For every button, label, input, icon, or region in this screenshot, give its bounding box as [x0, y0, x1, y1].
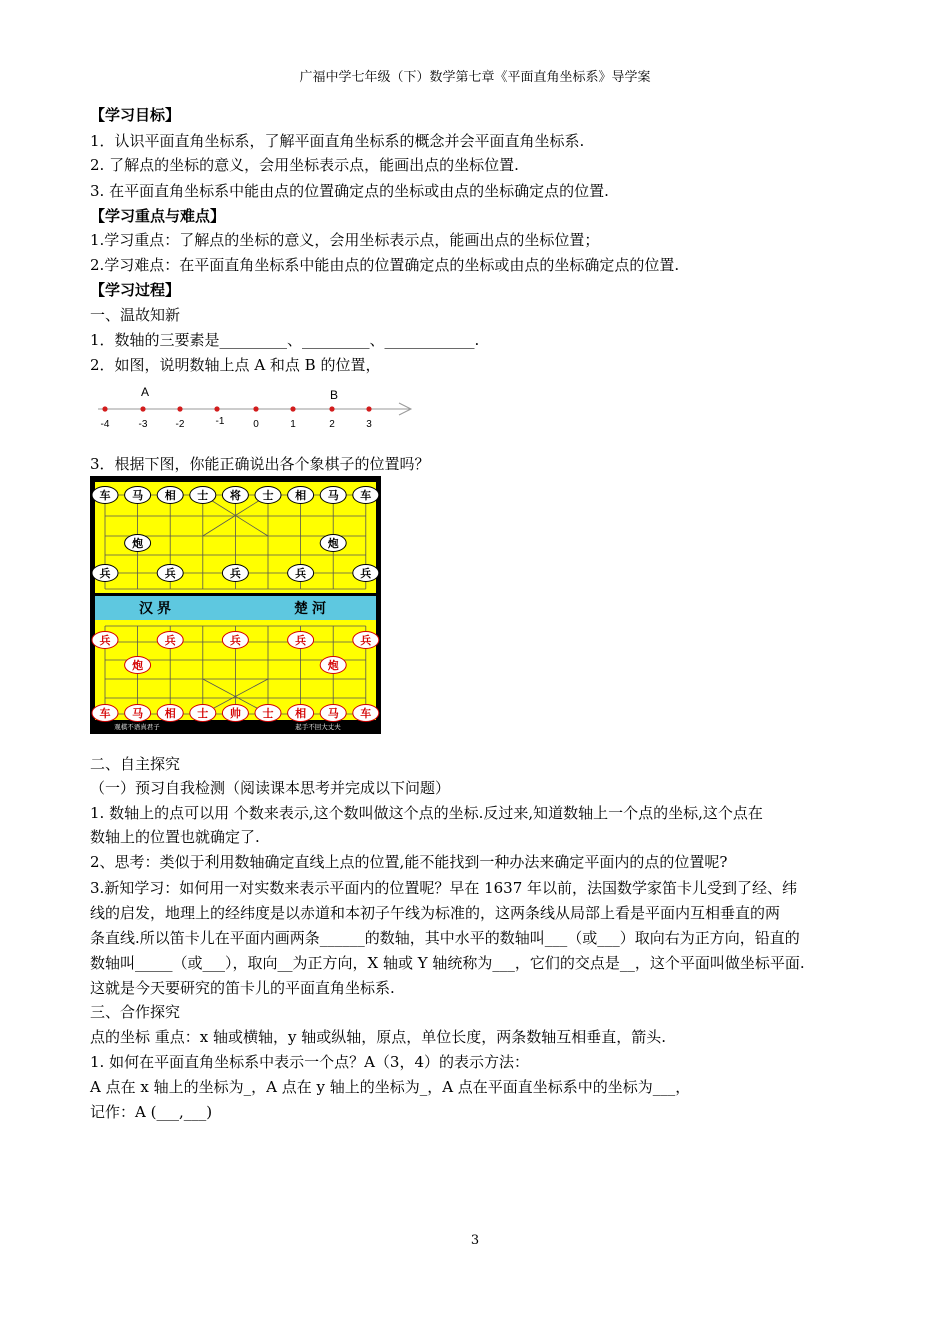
piece-char: 士 [197, 489, 209, 502]
black-piece [92, 487, 118, 504]
black-piece [222, 487, 248, 504]
text-line: 1．认识平面直角坐标系，了解平面直角坐标系的概念并会平面直角坐标系. [90, 132, 585, 150]
text-line: 条直线.所以笛卡儿在平面内画两条______的数轴，其中水平的数轴叫___（或___）取向右为正方向，铅直的 [90, 929, 800, 947]
red-piece [157, 705, 183, 722]
piece-char: 兵 [295, 567, 307, 580]
piece-char: 士 [262, 707, 274, 720]
tick-point [253, 406, 258, 411]
text-line: 2．如图，说明数轴上点 A 和点 B 的位置， [90, 356, 381, 374]
text-line: 1.学习重点：了解点的坐标的意义，会用坐标表示点，能画出点的坐标位置； [90, 231, 600, 249]
tick-point [177, 406, 182, 411]
piece-char: 车 [360, 489, 372, 502]
black-piece [157, 487, 183, 504]
black-piece [353, 487, 379, 504]
text-line: 线的启发，地理上的经纬度是以赤道和本初子午线为标准的，这两条线从局部上看是平面内互相垂直的两 [90, 904, 781, 922]
river-label-left: 汉界 [139, 601, 175, 617]
piece-char: 士 [197, 707, 209, 720]
piece-char: 相 [164, 707, 176, 720]
text-line: 1. 数轴上的点可以用 个数来表示,这个数叫做这个点的坐标.反过来,知道数轴上一个点的坐标,这个点在 [90, 804, 763, 822]
red-soldier [157, 632, 183, 649]
text-line: 3．根据下图，你能正确说出各个象棋子的位置吗？ [90, 455, 430, 473]
black-soldier [288, 565, 314, 582]
text-line: 二、自主探究 [90, 755, 181, 773]
text-line: 【学习目标】 [90, 106, 181, 124]
piece-char: 马 [327, 707, 339, 720]
piece-char: 兵 [295, 634, 307, 647]
red-soldier [92, 632, 118, 649]
piece-char: 相 [164, 489, 176, 502]
text-line: 3.新知学习：如何用一对实数来表示平面内的位置呢？早在 1637 年以前，法国数学家笛卡儿受到了经、纬 [90, 879, 798, 897]
piece-char: 炮 [327, 537, 339, 550]
text-line: 2. 了解点的坐标的意义，会用坐标表示点，能画出点的坐标位置. [90, 156, 519, 174]
piece-char: 兵 [164, 567, 176, 580]
piece-char: 马 [132, 707, 144, 720]
piece-char: 兵 [164, 634, 176, 647]
red-cannon [125, 657, 151, 674]
red-piece [255, 705, 281, 722]
red-piece [222, 705, 248, 722]
piece-char: 士 [262, 489, 274, 502]
text-line: 2、思考：类似于利用数轴确定直线上点的位置,能不能找到一种办法来确定平面内的点的位置呢? [90, 853, 728, 871]
text-line: 这就是今天要研究的笛卡儿的平面直角坐标系. [90, 979, 395, 997]
red-piece [353, 705, 379, 722]
red-piece [92, 705, 118, 722]
text-line: 三、合作探究 [90, 1003, 181, 1021]
text-line: 数轴叫_____（或___），取向__为正方向，X 轴或 Y 轴统称为___，它们的交点是__，这个平面叫做坐标平面. [90, 954, 805, 972]
piece-char: 车 [99, 489, 111, 502]
black-piece [320, 487, 346, 504]
page-header: 广福中学七年级（下）数学第七章《平面直角坐标系》导学案 [299, 70, 651, 85]
black-piece [190, 487, 216, 504]
black-soldier [157, 565, 183, 582]
piece-char: 兵 [360, 634, 372, 647]
black-cannon [320, 535, 346, 552]
piece-char: 将 [229, 489, 241, 502]
black-piece [288, 487, 314, 504]
red-piece [320, 705, 346, 722]
tick-point [140, 406, 145, 411]
tick-label: 0 [253, 419, 259, 430]
tick-point [290, 406, 295, 411]
tick-label: -1 [215, 416, 225, 427]
red-cannon [320, 657, 346, 674]
red-piece [190, 705, 216, 722]
piece-char: 炮 [132, 659, 144, 672]
red-soldier [288, 632, 314, 649]
text-line: 【学习重点与难点】 [90, 207, 226, 225]
tick-label: -4 [100, 419, 110, 430]
piece-char: 兵 [99, 567, 111, 580]
tick-point [366, 406, 371, 411]
tick-point [214, 406, 219, 411]
text-line: （一）预习自我检测（阅读课本思考并完成以下问题） [90, 779, 451, 797]
tick-label: 1 [290, 419, 296, 430]
text-line: 3. 在平面直角坐标系中能由点的位置确定点的坐标或由点的坐标确定点的位置. [90, 182, 609, 200]
black-soldier [353, 565, 379, 582]
text-line: 点的坐标 重点：x 轴或横轴，y 轴或纵轴，原点，单位长度，两条数轴互相垂直，箭头. [90, 1028, 667, 1046]
text-line: A 点在 x 轴上的坐标为_，A 点在 y 轴上的坐标为_，A 点在平面直坐标系中的坐标为___， [90, 1078, 691, 1096]
red-soldier [353, 632, 379, 649]
board-caption-left: 观棋不语真君子 [114, 723, 160, 731]
tick-point [329, 406, 334, 411]
piece-char: 相 [295, 489, 307, 502]
tick-label: -3 [138, 419, 148, 430]
red-soldier [222, 632, 248, 649]
point-a-label: A [140, 385, 150, 399]
tick-label: -2 [175, 419, 185, 430]
text-line: 一、温故知新 [90, 306, 181, 324]
piece-char: 兵 [229, 634, 241, 647]
piece-char: 兵 [99, 634, 111, 647]
piece-char: 炮 [132, 537, 144, 550]
piece-char: 相 [295, 707, 307, 720]
piece-char: 车 [360, 707, 372, 720]
black-piece [255, 487, 281, 504]
piece-char: 帅 [229, 707, 241, 720]
piece-char: 炮 [327, 659, 339, 672]
piece-char: 兵 [360, 567, 372, 580]
board-caption-right: 起手不回大丈夫 [295, 723, 341, 731]
red-piece [125, 705, 151, 722]
text-line: 1．数轴的三要素是_________、_________、____________. [90, 331, 480, 349]
text-line: 2.学习难点：在平面直角坐标系中能由点的位置确定点的坐标或由点的坐标确定点的位置. [90, 256, 680, 274]
piece-char: 马 [327, 489, 339, 502]
red-piece [288, 705, 314, 722]
page-number: 3 [470, 1233, 480, 1248]
black-soldier [222, 565, 248, 582]
text-line: 记作：A (___,___) [90, 1103, 213, 1121]
text-line: 【学习过程】 [90, 281, 181, 299]
piece-char: 兵 [229, 567, 241, 580]
chinese-chess-board-figure [90, 476, 381, 734]
text-line: 数轴上的位置也就确定了. [90, 828, 260, 846]
point-b-label: B [329, 388, 339, 402]
piece-char: 马 [132, 489, 144, 502]
river-label-right: 楚河 [294, 601, 330, 617]
black-cannon [125, 535, 151, 552]
river-band [95, 596, 376, 620]
tick-label: 2 [329, 419, 335, 430]
tick-label: 3 [366, 419, 372, 430]
tick-point [102, 406, 107, 411]
number-line-figure [93, 384, 413, 432]
black-piece [125, 487, 151, 504]
piece-char: 车 [99, 707, 111, 720]
text-line: 1. 如何在平面直角坐标系中表示一个点？A（3，4）的表示方法： [90, 1053, 530, 1071]
black-soldier [92, 565, 118, 582]
